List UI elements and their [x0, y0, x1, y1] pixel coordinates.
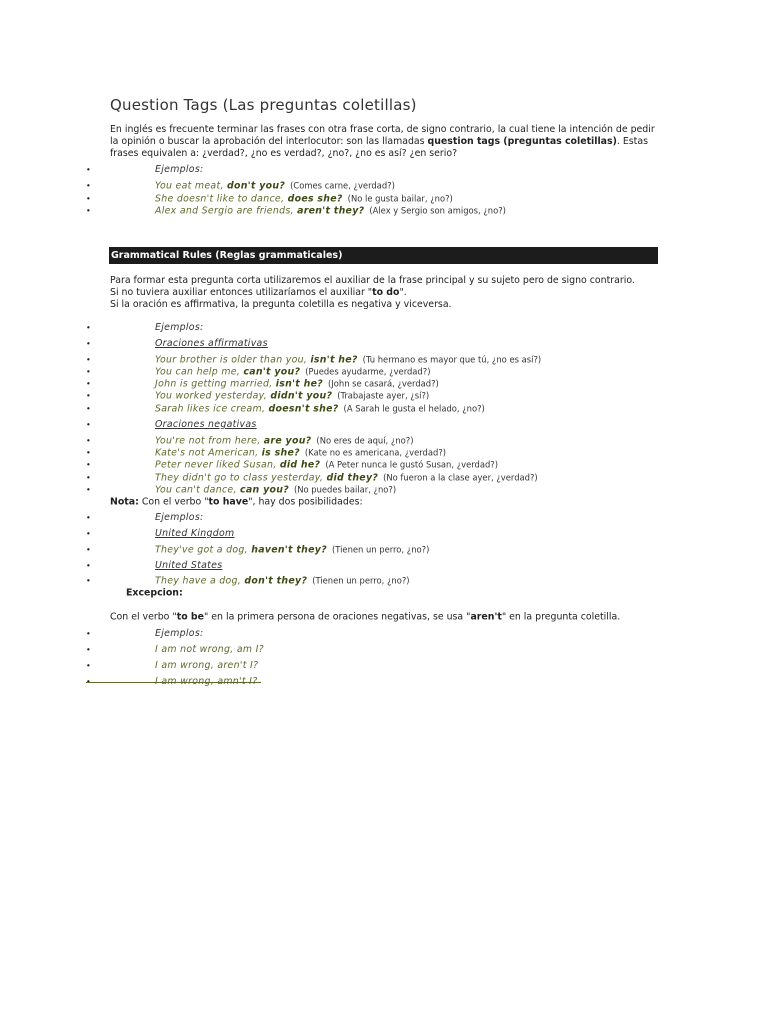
- list-item: Sarah likes ice cream, doesn't she? (A Sarah le gusta el helado, ¿no?): [155, 403, 485, 415]
- bullet: •: [86, 355, 91, 365]
- rules-paragraph: Para formar esta pregunta corta utilizaremos el auxiliar de la frase principal y su sujeto pero de signo contrario. Si no tuviera auxiliar entonces utilizaríamos el auxiliar "to do". Si la oración es affirmativa, la pregunta coletilla es negativa y viceversa.: [110, 275, 635, 310]
- bullet: •: [86, 404, 91, 414]
- bullet: •: [86, 391, 91, 401]
- list-item: Your brother is older than you, isn't he? (Tu hermano es mayor que tú, ¿no es así?): [155, 354, 542, 366]
- bullet: •: [86, 420, 91, 430]
- list-item: I am not wrong, am I?: [155, 644, 264, 655]
- note-line: Nota: Con el verbo "to have", hay dos posibilidades:: [110, 496, 363, 508]
- intro-bold-term: question tags (preguntas coletillas): [427, 135, 617, 147]
- bullet: •: [86, 367, 91, 377]
- ejemplos-label: Ejemplos:: [155, 164, 204, 175]
- bullet: •: [86, 339, 91, 349]
- list-item: They didn't go to class yesterday, did they? (No fueron a la clase ayer, ¿verdad?): [155, 472, 538, 484]
- uk-label: United Kingdom: [155, 528, 235, 539]
- bullet: •: [86, 485, 91, 495]
- bullet: •: [86, 181, 91, 191]
- affirmative-label: Oraciones affirmativas: [155, 338, 268, 349]
- bullet: •: [86, 529, 91, 539]
- page-title: Question Tags (Las preguntas coletillas): [110, 96, 417, 114]
- bullet: •: [86, 206, 91, 216]
- list-item: You worked yesterday, didn't you? (Trabajaste ayer, ¿sí?): [155, 390, 430, 402]
- list-item: She doesn't like to dance, does she? (No le gusta bailar, ¿no?): [155, 193, 453, 205]
- ejemplos-label: Ejemplos:: [155, 322, 204, 333]
- us-label: United States: [155, 560, 223, 571]
- list-item: They've got a dog, haven't they? (Tienen un perro, ¿no?): [155, 544, 430, 556]
- ejemplos-label: Ejemplos:: [155, 512, 204, 523]
- bullet: •: [86, 629, 91, 639]
- bullet: •: [86, 545, 91, 555]
- exception-label: Excepcion:: [126, 587, 183, 599]
- section-header-rules: Grammatical Rules (Reglas grammaticales): [109, 247, 658, 264]
- intro-text-end: . Estas frases equivalen a: ¿verdad?, ¿no es verdad?, ¿no?, ¿no es así? ¿en serio?: [110, 135, 648, 159]
- bullet: •: [86, 561, 91, 571]
- bullet: •: [86, 661, 91, 671]
- list-item: You can help me, can't you? (Puedes ayudarme, ¿verdad?): [155, 366, 431, 378]
- bullet: •: [86, 473, 91, 483]
- list-item: You eat meat, don't you? (Comes carne, ¿verdad?): [155, 180, 395, 192]
- list-item: I am wrong, aren't I?: [155, 660, 259, 671]
- negative-label: Oraciones negativas: [155, 419, 257, 430]
- bullet: •: [86, 165, 91, 175]
- list-item: You can't dance, can you? (No puedes bailar, ¿no?): [155, 484, 397, 496]
- bullet: •: [86, 576, 91, 586]
- list-item: John is getting married, isn't he? (John se casará, ¿verdad?): [155, 378, 439, 390]
- bullet: •: [86, 379, 91, 389]
- bullet: •: [86, 436, 91, 446]
- strikethrough-line: [86, 682, 261, 683]
- bullet: •: [86, 513, 91, 523]
- intro-paragraph: [110, 124, 660, 160]
- list-item: You're not from here, are you? (No eres de aquí, ¿no?): [155, 435, 414, 447]
- bullet: •: [86, 194, 91, 204]
- bullet: •: [86, 460, 91, 470]
- list-item: They have a dog, don't they? (Tienen un perro, ¿no?): [155, 575, 410, 587]
- exception-line: Con el verbo "to be" en la primera persona de oraciones negativas, se usa "aren't" en la pregunta coletilla.: [110, 611, 621, 623]
- bullet: •: [86, 323, 91, 333]
- bullet: •: [86, 645, 91, 655]
- list-item: Peter never liked Susan, did he? (A Peter nunca le gustó Susan, ¿verdad?): [155, 459, 499, 471]
- bullet: •: [86, 448, 91, 458]
- list-item: Alex and Sergio are friends, aren't they? (Alex y Sergio son amigos, ¿no?): [155, 205, 506, 217]
- list-item: Kate's not American, is she? (Kate no es americana, ¿verdad?): [155, 447, 447, 459]
- ejemplos-label: Ejemplos:: [155, 628, 204, 639]
- intro-text: En inglés es frecuente terminar las frases con otra frase corta, de signo contrario, la cual tiene la intención de pedir la opinión o buscar la aprobación del interlocutor: son las llamadas: [110, 124, 655, 147]
